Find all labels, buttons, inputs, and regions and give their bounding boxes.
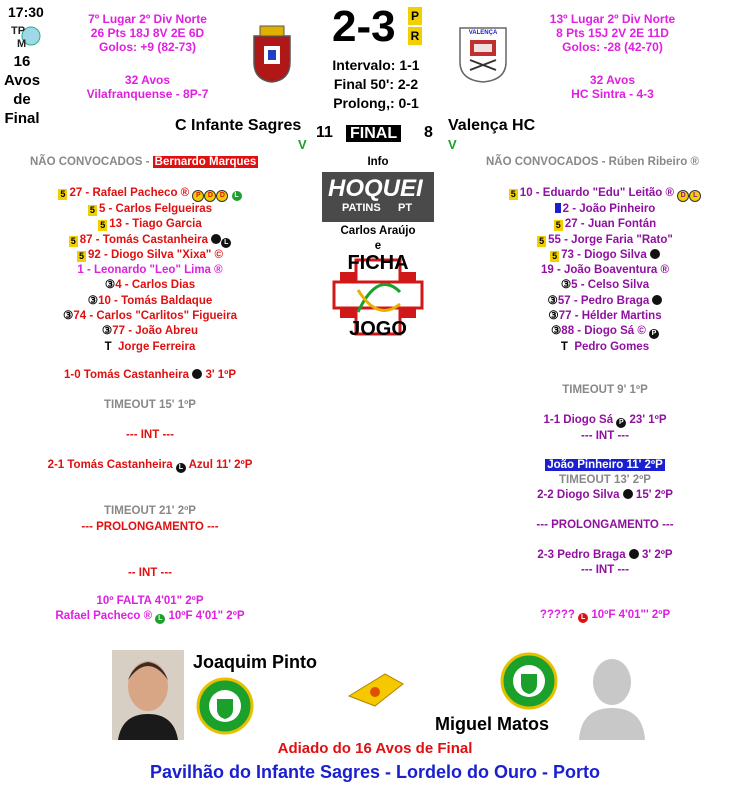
away-prev-round: 32 Avos HC Sintra - 4-3 xyxy=(571,73,654,101)
home-stats: 7º Lugar 2º Div Norte 26 Pts 18J 8V 2E 6D Golos: +9 (82-73) xyxy=(88,12,207,54)
event-row: -- INT --- xyxy=(127,567,173,579)
referee-association-icon xyxy=(196,677,254,735)
list-item[interactable]: 5 5 - Carlos Felgueiras xyxy=(89,203,213,215)
score: 2-3 xyxy=(332,2,396,51)
home-absent: NÃO CONVOCADOS - Bernardo Marques xyxy=(30,156,257,168)
list-item[interactable]: ③4 - Carlos Dias xyxy=(104,279,196,292)
postponed-note: Adiado do 16 Avos de Final xyxy=(277,740,473,757)
referee-association-icon xyxy=(500,652,558,710)
venue: Pavilhão do Infante Sagres - Lordelo do Ouro - Porto xyxy=(149,762,601,782)
event-row: TIMEOUT 9' 1ºP xyxy=(562,384,648,396)
away-events xyxy=(455,383,750,623)
list-item[interactable]: T Pedro Gomes xyxy=(560,340,650,353)
list-item[interactable]: ③5 - Celso Silva xyxy=(560,279,650,292)
round-label: 16 Avos de Final xyxy=(3,53,41,127)
event-row: 2-2 Diogo Silva 15' 2ºP xyxy=(537,489,673,501)
home-events xyxy=(0,368,300,624)
match-time: 17:30 xyxy=(8,4,44,20)
ficha-logo-bottom: JOGO xyxy=(349,318,407,340)
home-form: V xyxy=(298,137,307,152)
event-row: 10º FALTA 4'01" 2ºP xyxy=(96,595,204,607)
hoquei-logo-pt: PT xyxy=(398,202,413,214)
score-badge-r: R xyxy=(408,27,422,45)
list-item[interactable]: 5 13 - Tiago Garcia xyxy=(100,218,202,231)
list-item[interactable]: 2 - João Pinheiro xyxy=(455,202,750,217)
event-row: --- INT --- xyxy=(126,429,174,441)
list-item[interactable]: ③77 - Hélder Martins xyxy=(548,310,662,323)
event-row: Rafael Pacheco ® L 10ºF 4'01" 2ºP xyxy=(55,610,245,622)
event-row: TIMEOUT 13' 2ºP xyxy=(559,474,651,486)
away-roster xyxy=(455,186,750,355)
event-row: --- PROLONGAMENTO --- xyxy=(536,519,674,531)
list-item[interactable]: ③10 - Tomás Baldaque xyxy=(87,294,213,307)
ficha-logo-top: FICHA xyxy=(347,252,409,274)
away-crest-icon xyxy=(456,22,510,84)
svg-text:TP: TP xyxy=(11,25,26,37)
list-item[interactable]: 5 27 - Juan Fontán xyxy=(555,218,657,231)
list-item[interactable]: 5 87 - Tomás Castanheira L xyxy=(0,233,300,248)
tpm-logo xyxy=(9,22,41,50)
event-row: TIMEOUT 15' 1ºP xyxy=(104,399,196,411)
event-row: --- INT --- xyxy=(581,564,629,576)
event-row: TIMEOUT 21' 2ºP xyxy=(104,505,196,517)
home-prev-round: 32 Avos Vilafranquense - 8P-7 xyxy=(86,73,209,101)
event-row: João Pinheiro 11' 2ºP xyxy=(547,459,663,471)
home-team-name[interactable]: C Infante Sagres xyxy=(175,117,302,134)
referee-1-name: Joaquim Pinto xyxy=(193,652,318,672)
event-row: --- INT --- xyxy=(581,430,629,442)
svg-text:VALENÇA: VALENÇA xyxy=(468,30,498,36)
info-label: Info xyxy=(367,156,389,168)
away-form: V xyxy=(448,137,457,152)
hoquei-logo-sub: PATINS xyxy=(342,202,381,214)
event-row: 2-3 Pedro Braga 3' 2ºP xyxy=(537,549,673,561)
avatar xyxy=(577,650,647,740)
home-crest-icon xyxy=(250,22,294,84)
list-item[interactable]: 19 - João Boaventura ® xyxy=(541,264,669,277)
list-item[interactable]: 5 10 - Eduardo "Edu" Leitão ® D L xyxy=(455,186,750,202)
list-item[interactable]: ③74 - Carlos "Carlitos" Figueira xyxy=(63,310,237,323)
list-item[interactable]: T Jorge Ferreira xyxy=(104,340,196,353)
svg-text:M: M xyxy=(17,38,27,50)
list-item[interactable]: 1 - Leonardo "Leo" Lima ® xyxy=(77,264,223,277)
list-item[interactable]: ③57 - Pedro Braga xyxy=(455,294,750,309)
list-item[interactable]: 5 27 - Rafael Pacheco ® P D D L xyxy=(0,186,300,202)
event-row: ????? L 10ºF 4'01"' 2ºP xyxy=(539,609,671,621)
score-badge-p: P xyxy=(408,7,422,25)
list-item[interactable]: ③77 - João Abreu xyxy=(101,325,199,338)
event-row: 2-1 Tomás Castanheira L Azul 11' 2ºP xyxy=(47,459,253,471)
event-row: --- PROLONGAMENTO --- xyxy=(81,521,219,533)
event-row: 1-0 Tomás Castanheira 3' 1ºP xyxy=(63,369,237,381)
score-details: Intervalo: 1-1 Final 50': 2-2 Prolong,: 0-1 xyxy=(332,57,420,111)
list-item[interactable]: 5 92 - Diogo Silva "Xixa" © xyxy=(78,248,224,261)
whistle-icon xyxy=(345,668,409,710)
referee-1-photo xyxy=(112,650,184,740)
list-item[interactable]: 5 55 - Jorge Faria "Rato" xyxy=(539,233,673,246)
list-item[interactable]: ③88 - Diogo Sá © P xyxy=(455,324,750,339)
list-item[interactable]: 5 73 - Diogo Silva xyxy=(455,248,750,263)
hoquei-logo[interactable] xyxy=(322,172,434,222)
status-badge: FINAL xyxy=(346,124,401,144)
home-roster xyxy=(0,186,300,355)
hoquei-logo-title: HOQUEI xyxy=(328,175,423,202)
event-row: 1-1 Diogo Sá P 23' 1ºP xyxy=(543,414,667,426)
ficha-jogo-logo[interactable] xyxy=(326,252,430,342)
reporter: Carlos Araújo e xyxy=(340,225,416,253)
away-absent: NÃO CONVOCADOS - Rúben Ribeiro ® xyxy=(486,156,699,168)
home-players-count: 11 xyxy=(316,124,333,141)
away-stats: 13º Lugar 2º Div Norte 8 Pts 15J 2V 2E 11D Golos: -28 (42-70) xyxy=(549,12,676,54)
away-team-name[interactable]: Valença HC xyxy=(448,117,536,134)
referee-2-name: Miguel Matos xyxy=(435,714,550,734)
away-players-count: 8 xyxy=(424,124,433,141)
